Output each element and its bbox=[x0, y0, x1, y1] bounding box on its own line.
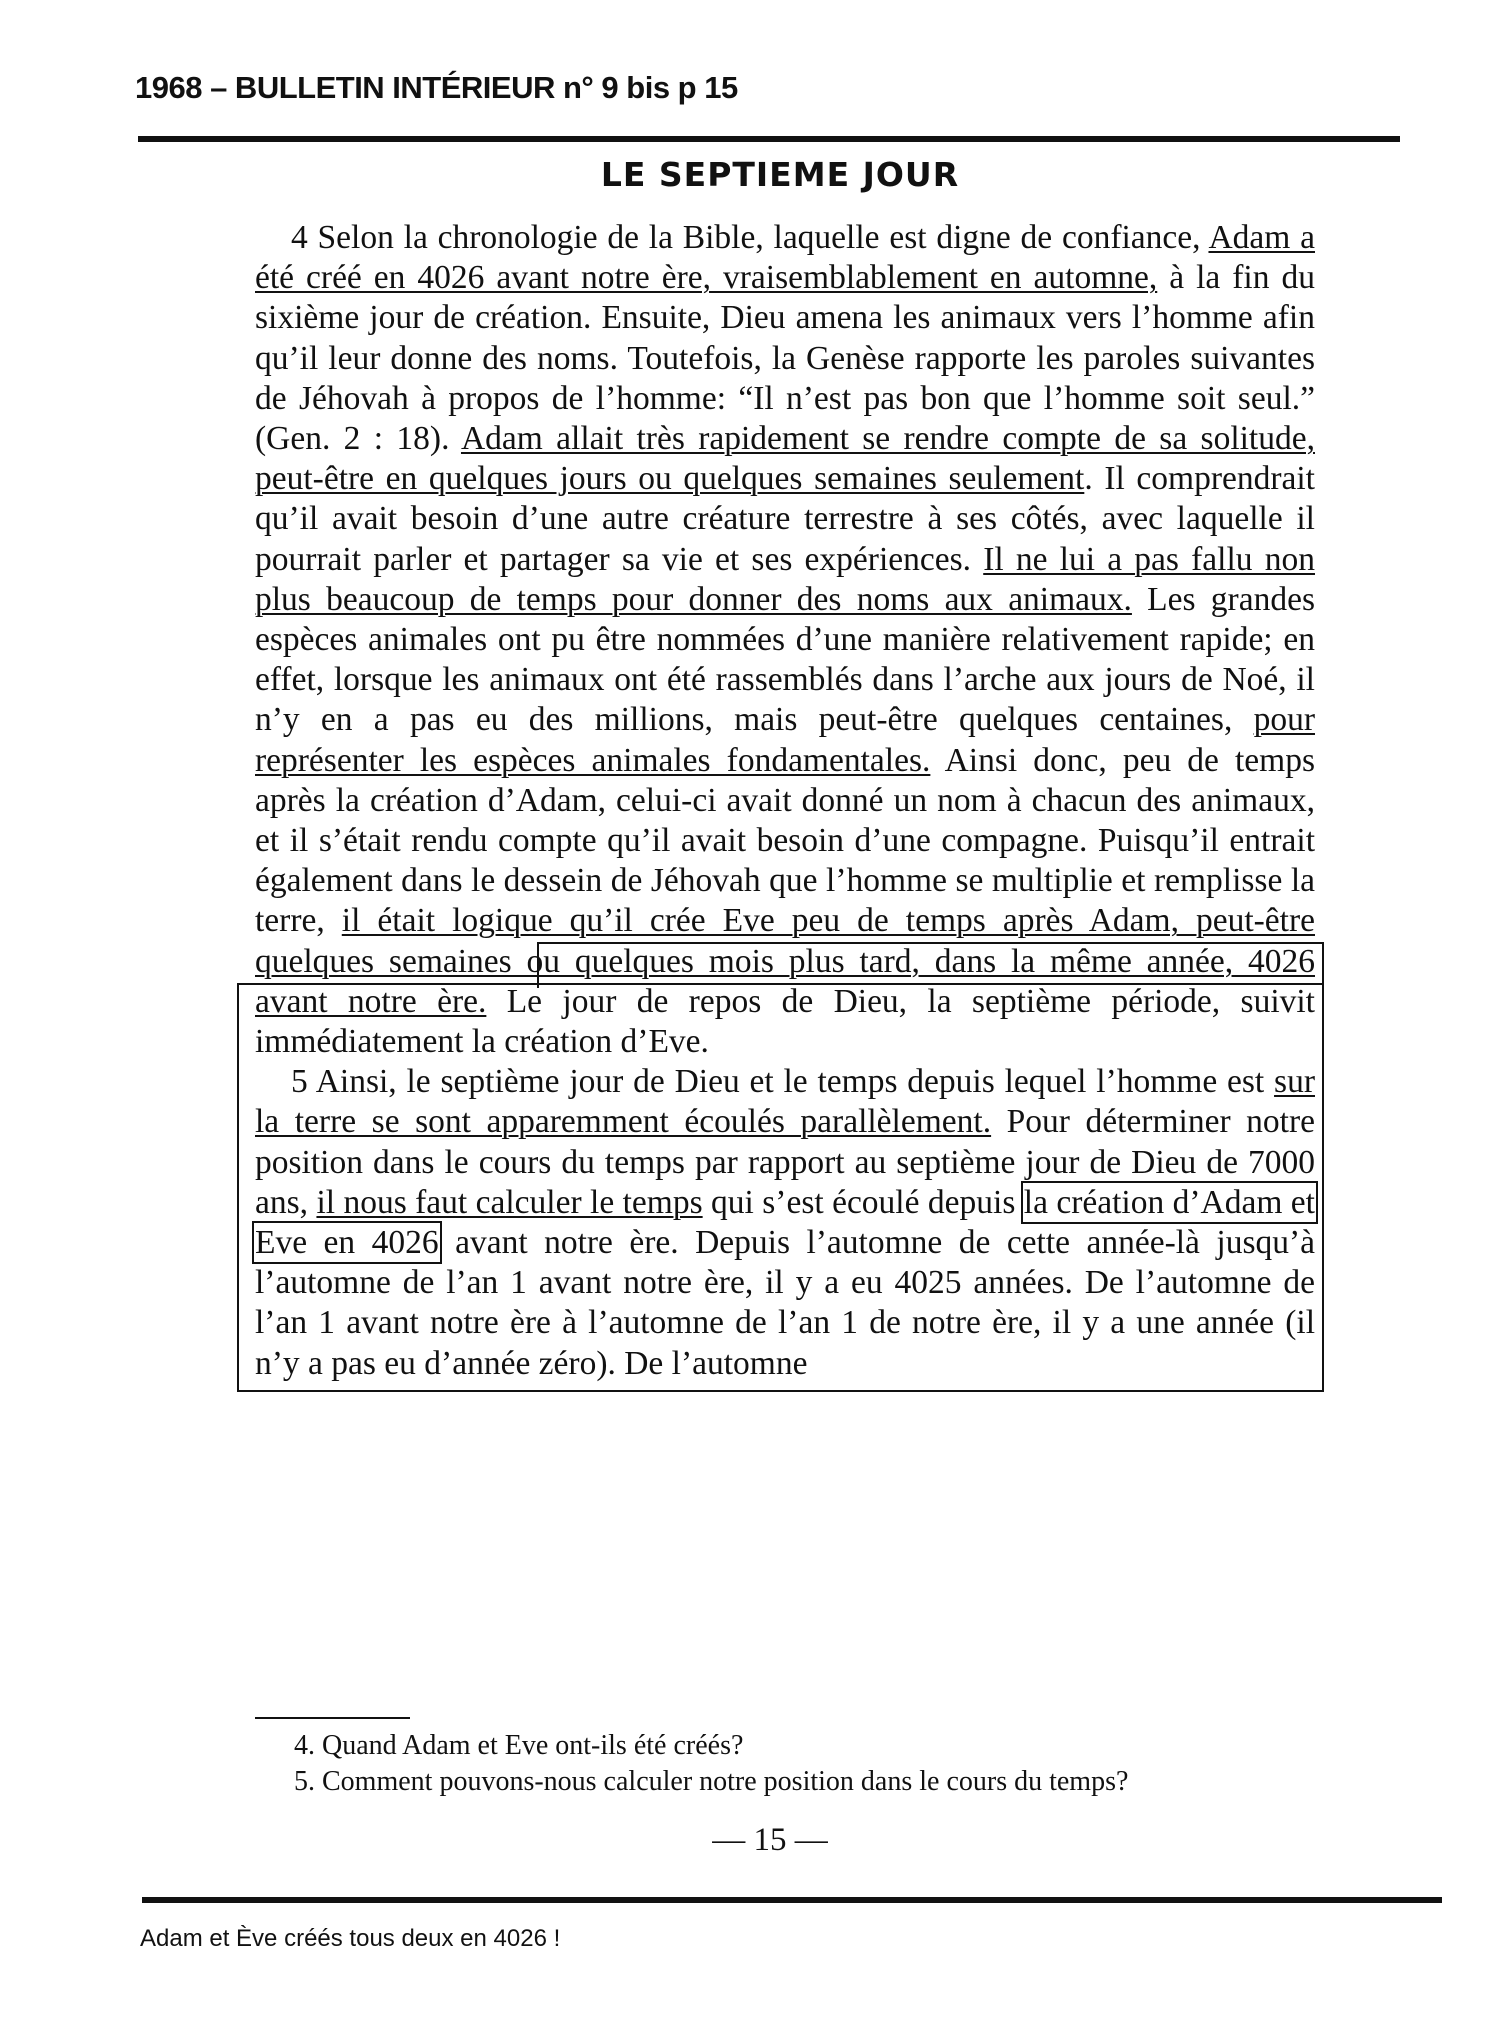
highlight-frame-top bbox=[537, 942, 1324, 988]
page-header: 1968 – BULLETIN INTÉRIEUR n° 9 bis p 15 bbox=[135, 70, 738, 105]
paragraph-4 bbox=[255, 218, 1315, 1062]
p5-underlined-2: il nous faut calculer le temps bbox=[316, 1183, 703, 1221]
p4-underlined-3: Il ne lui a pas fallu non plus beaucoup de temps pour donner des noms aux animaux. bbox=[255, 540, 1315, 618]
p5-text-1: 5 Ainsi, le septième jour de Dieu et le temps depuis lequel l’homme est bbox=[291, 1063, 1275, 1101]
footnote-4: 4. Quand Adam et Eve ont-ils été créés? bbox=[294, 1730, 744, 1761]
highlight-frame bbox=[237, 983, 1324, 1392]
p5-boxed-phrase: la création d’Adam et Eve en 4026 bbox=[255, 1183, 1315, 1262]
p4-text-3: . Il comprendrait qu’il avait besoin d’une autre créature terrestre à ses côtés, avec laquelle il pourrait parler et partager sa vie et ses expériences. bbox=[255, 460, 1315, 578]
p5-text-2: Pour déterminer notre position dans le cours du temps par rapport au septième jour de Dieu de 7000 ans, bbox=[255, 1103, 1315, 1221]
footnote-5: 5. Comment pouvons-nous calculer notre position dans le cours du temps? bbox=[294, 1766, 1129, 1797]
p4-text-5: Ainsi donc, peu de temps après la création d’Adam, celui-ci avait donné un nom à chacun des animaux, et il s’était rendu compte qu’il avait besoin d’une compagne. Puisqu’il entrait également dans le dessein de Jéhovah que l’homme se multiplie et remplisse la terre, bbox=[255, 741, 1315, 940]
p4-underlined-5: il était logique qu’il crée Eve peu de temps après Adam, peut-être quelques semaines ou quelques mois plus tard, dans la même année, 4026 avant notre ère. bbox=[255, 902, 1315, 1020]
p4-text-4: Les grandes espèces animales ont pu être nommées d’une manière relativement rapide; en effet, lorsque les animaux ont été rassemblés dans l’arche aux jours de Noé, il n’y en a pas eu des millions, mais peut-être quelques centaines, bbox=[255, 580, 1315, 739]
caption: Adam et Ève créés tous deux en 4026 ! bbox=[140, 1925, 561, 1952]
section-title: LE SEPTIEME JOUR bbox=[600, 155, 960, 194]
p4-text-2: à la fin du sixième jour de création. Ensuite, Dieu amena les animaux vers l’homme afin qu’il leur donne des noms. Toutefois, la Genèse rapporte les paroles suivantes de Jéhovah à propos de l’homme: “Il n’est pas bon que l’homme soit seul.” (Gen. 2 : 18). bbox=[255, 259, 1315, 458]
page-number: — 15 — bbox=[712, 1822, 828, 1858]
p4-underlined-4: pour représenter les espèces animales fondamentales. bbox=[255, 701, 1315, 779]
header-rule bbox=[138, 136, 1400, 142]
footnotes bbox=[258, 1728, 1318, 1800]
p5-text-4: avant notre ère. Depuis l’automne de cette année-là jusqu’à l’automne de l’an 1 avant notre ère, il y a eu 4025 années. De l’automne de l’an 1 avant notre ère à l’automne de l’an 1 de notre ère, il y a une année (il n’y a pas eu d’année zéro). De l’automne bbox=[255, 1224, 1316, 1382]
p4-text-1: 4 Selon la chronologie de la Bible, laquelle est digne de confiance, bbox=[291, 219, 1209, 256]
footer-rule bbox=[142, 1897, 1442, 1903]
p5-text-3: qui s’est écoulé depuis bbox=[702, 1183, 1024, 1221]
p5-underlined-1: sur la terre se sont apparemment écoulés parallèlement. bbox=[255, 1063, 1315, 1141]
p4-underlined-1: Adam a été créé en 4026 avant notre ère, vraisemblablement en automne, bbox=[255, 219, 1315, 297]
p4-underlined-2: Adam allait très rapidement se rendre compte de sa solitude, peut-être en quelques jours ou quelques semaines seulement bbox=[255, 420, 1315, 498]
footnote-rule bbox=[255, 1717, 410, 1719]
p4-text-6: Le jour de repos de Dieu, la septième période, suivit immédiatement la création d’Eve. bbox=[255, 982, 1315, 1061]
